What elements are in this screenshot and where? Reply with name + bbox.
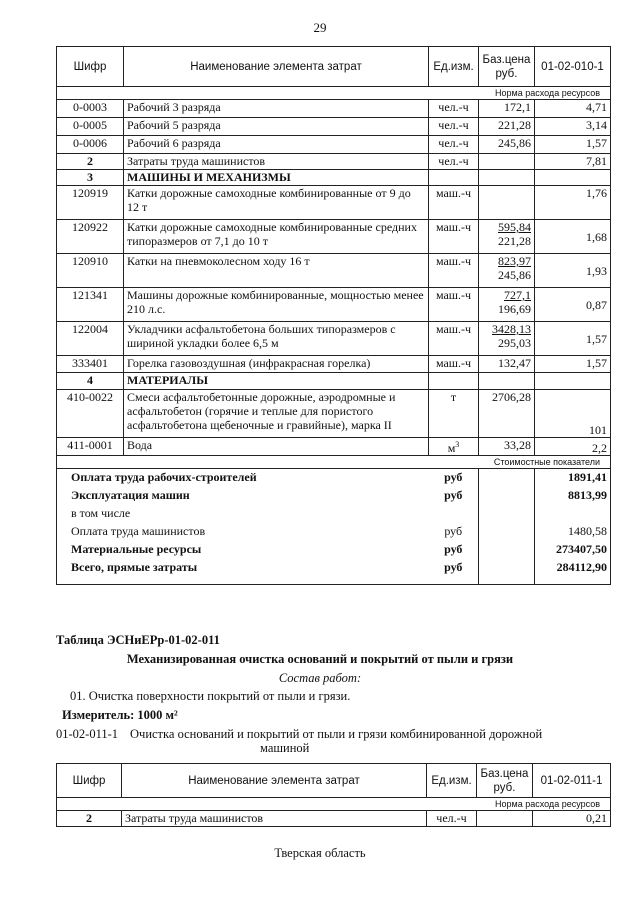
page-number: 29 bbox=[313, 20, 327, 35]
resource-table-1 bbox=[56, 46, 611, 585]
row-code: 0-0005 bbox=[57, 118, 124, 136]
price-value: 245,86 bbox=[498, 136, 531, 150]
row-code: 4 bbox=[57, 373, 124, 390]
row-price bbox=[479, 322, 535, 356]
table-row bbox=[57, 356, 611, 373]
row-unit: маш.-ч bbox=[429, 288, 479, 322]
row-unit: маш.-ч bbox=[429, 322, 479, 356]
total-label: Материальные ресурсы bbox=[57, 541, 429, 559]
row-code: 0-0006 bbox=[57, 136, 124, 154]
total-spacer bbox=[479, 487, 535, 505]
header-norm-code: 01-02-010-1 bbox=[535, 47, 611, 87]
row-code: 121341 bbox=[57, 288, 124, 322]
section-subtitle: Механизированная очистка оснований и покрытий от пыли и грязи bbox=[126, 652, 514, 666]
total-unit bbox=[429, 505, 479, 523]
row-code: 333401 bbox=[57, 356, 124, 373]
resource-table-2 bbox=[56, 763, 611, 827]
total-label: Оплата труда машинистов bbox=[57, 523, 429, 541]
price-sub-value: 221,28 bbox=[498, 234, 531, 248]
header-price: Баз.цена руб. bbox=[479, 47, 535, 87]
norm-row-2 bbox=[57, 798, 611, 811]
total-label: Эксплуатация машин bbox=[57, 487, 429, 505]
total-label: Всего, прямые затраты bbox=[57, 559, 429, 585]
table-row bbox=[57, 811, 611, 827]
row-norm: 2,2 bbox=[535, 438, 611, 456]
table-row bbox=[57, 390, 611, 438]
row-unit: чел.-ч bbox=[429, 118, 479, 136]
unit-exponent: 3 bbox=[455, 440, 460, 449]
row-price bbox=[479, 356, 535, 373]
table-row bbox=[57, 220, 611, 254]
row-price bbox=[479, 220, 535, 254]
row-norm: 3,14 bbox=[535, 118, 611, 136]
total-label: в том числе bbox=[57, 505, 429, 523]
table-row bbox=[57, 288, 611, 322]
item-code: 01-02-011-1 bbox=[56, 727, 119, 741]
row-name: МАТЕРИАЛЫ bbox=[124, 373, 429, 390]
row-norm: 1,57 bbox=[535, 356, 611, 373]
header-name: Наименование элемента затрат bbox=[124, 47, 429, 87]
row-norm bbox=[535, 373, 611, 390]
header2-name: Наименование элемента затрат bbox=[122, 764, 427, 798]
row-code: 120910 bbox=[57, 254, 124, 288]
total-spacer bbox=[479, 505, 535, 523]
table-row bbox=[57, 170, 611, 186]
table-row bbox=[57, 438, 611, 456]
total-row bbox=[57, 505, 611, 523]
total-spacer bbox=[479, 559, 535, 585]
table-row bbox=[57, 322, 611, 356]
row-unit: маш.-ч bbox=[429, 186, 479, 220]
row-name: Рабочий 3 разряда bbox=[124, 100, 429, 118]
total-spacer bbox=[479, 541, 535, 559]
table2-header-row bbox=[57, 764, 611, 798]
price-value: 33,28 bbox=[504, 438, 531, 452]
total-spacer bbox=[479, 523, 535, 541]
table-title: Таблица ЭСНиЕРр-01-02-011 bbox=[56, 633, 220, 647]
header2-code: Шифр bbox=[57, 764, 122, 798]
row-norm: 1,57 bbox=[535, 322, 611, 356]
cost-label: Стоимостные показатели bbox=[57, 456, 611, 469]
total-row bbox=[57, 469, 611, 487]
price-sub-value: 245,86 bbox=[498, 268, 531, 282]
row-norm: 1,68 bbox=[535, 220, 611, 254]
row-unit bbox=[429, 170, 479, 186]
header-code: Шифр bbox=[57, 47, 124, 87]
row-code: 3 bbox=[57, 170, 124, 186]
total-value: 1891,41 bbox=[535, 469, 611, 487]
work-composition-label: Состав работ: bbox=[278, 671, 362, 685]
total-unit: руб bbox=[429, 559, 479, 585]
total-value: 273407,50 bbox=[535, 541, 611, 559]
row-code: 122004 bbox=[57, 322, 124, 356]
table-row bbox=[57, 254, 611, 288]
price-sub-value: 196,69 bbox=[498, 302, 531, 316]
header2-unit: Ед.изм. bbox=[427, 764, 477, 798]
price-value: 823,97 bbox=[498, 254, 531, 268]
price-sub-value: 295,03 bbox=[498, 336, 531, 350]
row-name: Катки на пневмоколесном ходу 16 т bbox=[124, 254, 429, 288]
row-price bbox=[479, 390, 535, 438]
row-norm: 101 bbox=[535, 390, 611, 438]
total-unit: руб bbox=[444, 523, 463, 538]
row-unit: маш.-ч bbox=[429, 254, 479, 288]
row-price bbox=[479, 154, 535, 170]
row-price bbox=[479, 373, 535, 390]
row-name: Катки дорожные самоходные комбинированные средних типоразмеров от 7,1 до 10 т bbox=[124, 220, 429, 254]
row-price bbox=[479, 136, 535, 154]
norm-row bbox=[57, 87, 611, 100]
row-name: Затраты труда машинистов bbox=[124, 154, 429, 170]
row-code: 411-0001 bbox=[57, 438, 124, 456]
row-name: Рабочий 6 разряда bbox=[124, 136, 429, 154]
total-label: Оплата труда рабочих-строителей bbox=[57, 469, 429, 487]
price-value: 2706,28 bbox=[492, 390, 531, 404]
total-value: 8813,99 bbox=[535, 487, 611, 505]
measure-unit: Измеритель: 1000 м² bbox=[62, 708, 178, 722]
price-value: 595,84 bbox=[498, 220, 531, 234]
header2-norm-code: 01-02-011-1 bbox=[533, 764, 611, 798]
total-row bbox=[57, 487, 611, 505]
header2-price: Баз.цена руб. bbox=[477, 764, 533, 798]
footer-region: Тверская область bbox=[274, 846, 366, 860]
price-value: 221,28 bbox=[498, 118, 531, 132]
row-price bbox=[479, 254, 535, 288]
row-norm: 4,71 bbox=[535, 100, 611, 118]
row-unit: чел.-ч bbox=[429, 136, 479, 154]
row-price bbox=[479, 438, 535, 456]
row-name: Затраты труда машинистов bbox=[122, 811, 427, 827]
total-row bbox=[57, 541, 611, 559]
row-code: 2 bbox=[57, 811, 122, 827]
total-value: 284112,90 bbox=[535, 559, 611, 585]
table-header-row bbox=[57, 47, 611, 87]
row-unit: маш.-ч bbox=[429, 220, 479, 254]
row-name: Катки дорожные самоходные комбинированные от 9 до 12 т bbox=[124, 186, 429, 220]
total-unit: руб bbox=[444, 541, 463, 556]
row-code: 120922 bbox=[57, 220, 124, 254]
row-unit: чел.-ч bbox=[427, 811, 477, 827]
price-value: 727,1 bbox=[504, 288, 531, 302]
row-norm: 0,21 bbox=[533, 811, 611, 827]
total-value: 1480,58 bbox=[535, 523, 611, 541]
row-price bbox=[479, 170, 535, 186]
row-name: Горелка газовоздушная (инфракрасная горелка) bbox=[124, 356, 429, 373]
row-norm: 0,87 bbox=[535, 288, 611, 322]
table-row bbox=[57, 186, 611, 220]
table-row bbox=[57, 154, 611, 170]
row-price bbox=[479, 100, 535, 118]
total-spacer bbox=[479, 469, 535, 487]
row-name: МАШИНЫ И МЕХАНИЗМЫ bbox=[124, 170, 429, 186]
price-value: 172,1 bbox=[504, 100, 531, 114]
row-norm: 1,76 bbox=[535, 186, 611, 220]
row-price bbox=[479, 118, 535, 136]
row-unit bbox=[429, 438, 479, 456]
row-name: Вода bbox=[124, 438, 429, 456]
row-code: 2 bbox=[57, 154, 124, 170]
row-name: Укладчики асфальтобетона больших типоразмеров с шириной укладки более 6,5 м bbox=[124, 322, 429, 356]
item-text-line2: машиной bbox=[260, 741, 310, 755]
row-norm bbox=[535, 170, 611, 186]
table-row bbox=[57, 373, 611, 390]
row-unit: чел.-ч bbox=[429, 100, 479, 118]
row-norm: 1,93 bbox=[535, 254, 611, 288]
row-unit: чел.-ч bbox=[429, 154, 479, 170]
row-norm: 7,81 bbox=[535, 154, 611, 170]
total-unit: руб bbox=[444, 470, 463, 484]
total-row bbox=[57, 523, 611, 541]
row-price bbox=[479, 186, 535, 220]
price-value: 132,47 bbox=[498, 356, 531, 370]
total-unit: руб bbox=[444, 487, 463, 502]
header-unit: Ед.изм. bbox=[429, 47, 479, 87]
row-unit bbox=[429, 373, 479, 390]
row-norm: 1,57 bbox=[535, 136, 611, 154]
norm-label: Норма расхода ресурсов bbox=[57, 87, 611, 100]
row-code: 120919 bbox=[57, 186, 124, 220]
table-row bbox=[57, 118, 611, 136]
price-value: 3428,13 bbox=[492, 322, 531, 336]
row-name: Машины дорожные комбинированные, мощностью менее 210 л.с. bbox=[124, 288, 429, 322]
unit-text: м bbox=[447, 441, 456, 455]
row-price bbox=[479, 288, 535, 322]
row-code: 410-0022 bbox=[57, 390, 124, 438]
item-text-line1: Очистка оснований и покрытий от пыли и грязи комбинированной дорожной bbox=[130, 727, 543, 741]
row-name: Рабочий 5 разряда bbox=[124, 118, 429, 136]
cost-row bbox=[57, 456, 611, 469]
row-unit: т bbox=[429, 390, 479, 438]
row-unit: маш.-ч bbox=[429, 356, 479, 373]
row-name: Смеси асфальтобетонные дорожные, аэродромные и асфальтобетон (горячие и теплые для пористого асфальтобетона щебеночные и гравийные), марка II bbox=[124, 390, 429, 438]
row-code: 0-0003 bbox=[57, 100, 124, 118]
row-price bbox=[477, 811, 533, 827]
work-item: 01. Очистка поверхности покрытий от пыли и грязи. bbox=[70, 689, 351, 703]
total-row bbox=[57, 559, 611, 585]
table-row bbox=[57, 136, 611, 154]
table-row bbox=[57, 100, 611, 118]
norm-label-2: Норма расхода ресурсов bbox=[57, 798, 611, 811]
total-value bbox=[535, 505, 611, 523]
